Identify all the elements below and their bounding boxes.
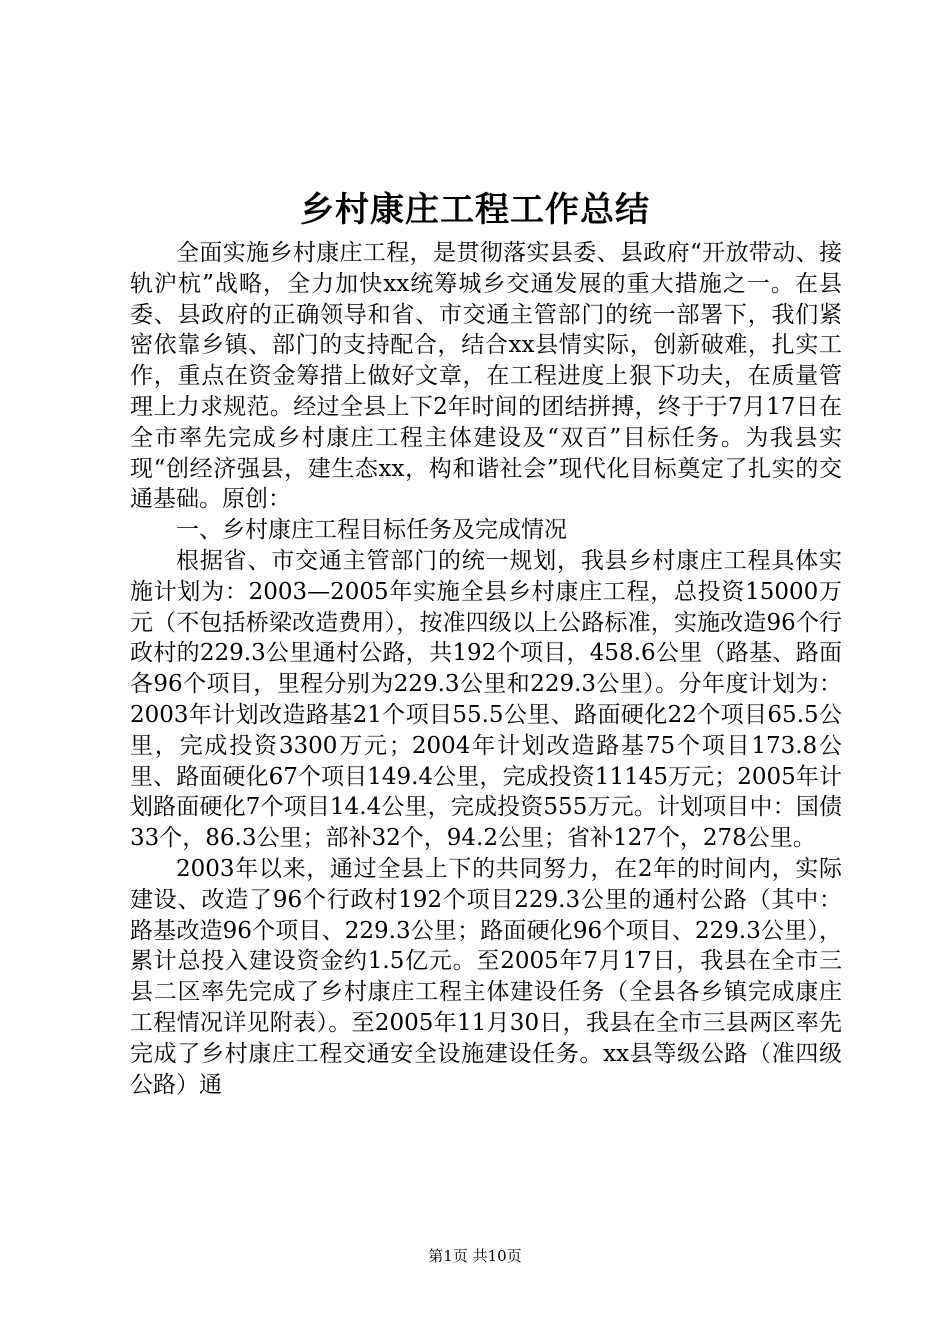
- paragraph-progress: 2003年以来，通过全县上下的共同努力，在2年的时间内，实际建设、改造了96个行政村192个项目229.3公里的通村公路（其中：路基改造96个项目、229.3公里；路面硬化96个项目、229.3公里），累计总投入建设资金约1.5亿元。至2005年7月17日，我县在全市三县二区率先完成了乡村康庄工程主体建设任务（全县各乡镇完成康庄工程情况详见附表）。至2005年11月30日，我县在全市三县两区率先完成了乡村康庄工程交通安全设施建设任务。xx县等级公路（准四级公路）通: [130, 855, 842, 1098]
- section-heading-1: 一、乡村康庄工程目标任务及完成情况: [176, 517, 567, 544]
- page-footer: 第1页 共10页: [428, 1247, 522, 1265]
- document-title: 乡村康庄工程工作总结: [300, 190, 650, 230]
- paragraph-plan: 根据省、市交通主管部门的统一规划，我县乡村康庄工程具体实施计划为：2003—2005年实施全县乡村康庄工程，总投资15000万元（不包括桥梁改造费用），按准四级以上公路标准，实施改造96个行政村的229.3公里通村公路，共192个项目，458.6公里（路基、路面各96个项目，里程分别为229.3公里和229.3公里）。分年度计划为：2003年计划改造路基21个项目55.5公里、路面硬化22个项目65.5公里，完成投资3300万元；2004年计划改造路基75个项目173.8公里、路面硬化67个项目149.4公里，完成投资11145万元；2005年计划路面硬化7个项目14.4公里，完成投资555万元。计划项目中：国债33个，86.3公里；部补32个，94.2公里；省补127个，278公里。: [130, 547, 842, 852]
- document-body: [130, 238, 842, 1100]
- paragraph-intro: 全面实施乡村康庄工程，是贯彻落实县委、县政府“开放带动、接轨沪杭”战略，全力加快xx统筹城乡交通发展的重大措施之一。在县委、县政府的正确领导和省、市交通主管部门的统一部署下，我们紧密依靠乡镇、部门的支持配合，结合xx县情实际，创新破难，扎实工作，重点在资金筹措上做好文章，在工程进度上狠下功夫，在质量管理上力求规范。经过全县上下2年时间的团结拼搏，终于于7月17日在全市率先完成乡村康庄工程主体建设及“双百”目标任务。为我县实现“创经济强县，建生态xx，构和谐社会”现代化目标奠定了扎实的交通基础。原创：: [130, 240, 842, 513]
